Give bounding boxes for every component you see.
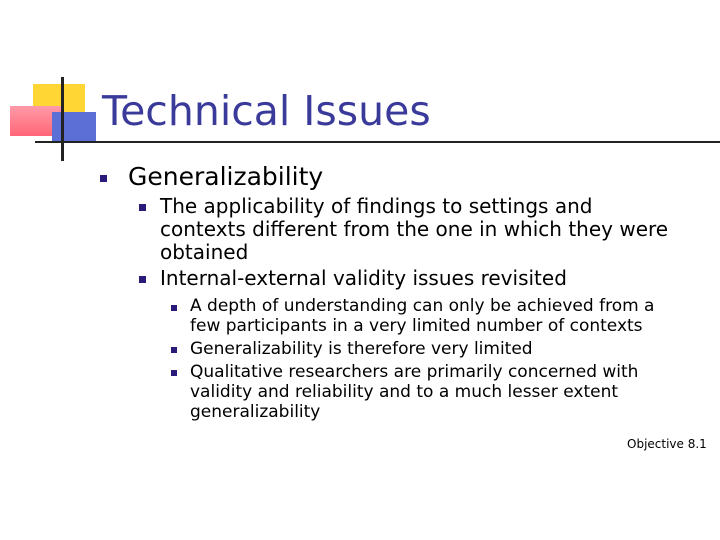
bullet-validity-issues: Internal-external validity issues revisited bbox=[160, 266, 567, 290]
bullet-applicability-line-2: contexts different from the one in which they were bbox=[160, 217, 669, 241]
slide-title: Technical Issues bbox=[102, 87, 431, 135]
bullet-depth-line-1: A depth of understanding can only be achieved from a bbox=[190, 296, 655, 316]
bullet-square-icon bbox=[171, 347, 177, 353]
bullet-square-icon bbox=[100, 175, 107, 182]
bullet-applicability-line-3: obtained bbox=[160, 240, 249, 264]
bullet-applicability-line-1: The applicability of findings to settings and bbox=[160, 194, 593, 218]
decorative-vertical-line bbox=[61, 77, 64, 161]
bullet-qualitative-line-3: generalizability bbox=[190, 402, 321, 422]
bullet-depth-line-2: few participants in a very limited number of contexts bbox=[190, 316, 643, 336]
bullet-square-icon bbox=[171, 305, 177, 311]
bullet-qualitative-line-2: validity and reliability and to a much lesser extent bbox=[190, 382, 619, 402]
bullet-square-icon bbox=[139, 276, 146, 283]
decorative-blue-square bbox=[52, 112, 96, 142]
slide-footer: Objective 8.1 bbox=[627, 437, 707, 451]
bullet-qualitative-line-1: Qualitative researchers are primarily concerned with bbox=[190, 362, 639, 382]
bullet-limited: Generalizability is therefore very limited bbox=[190, 339, 533, 359]
bullet-generalizability: Generalizability bbox=[128, 162, 324, 191]
title-underline bbox=[35, 141, 720, 143]
bullet-square-icon bbox=[171, 370, 177, 376]
bullet-square-icon bbox=[139, 204, 146, 211]
